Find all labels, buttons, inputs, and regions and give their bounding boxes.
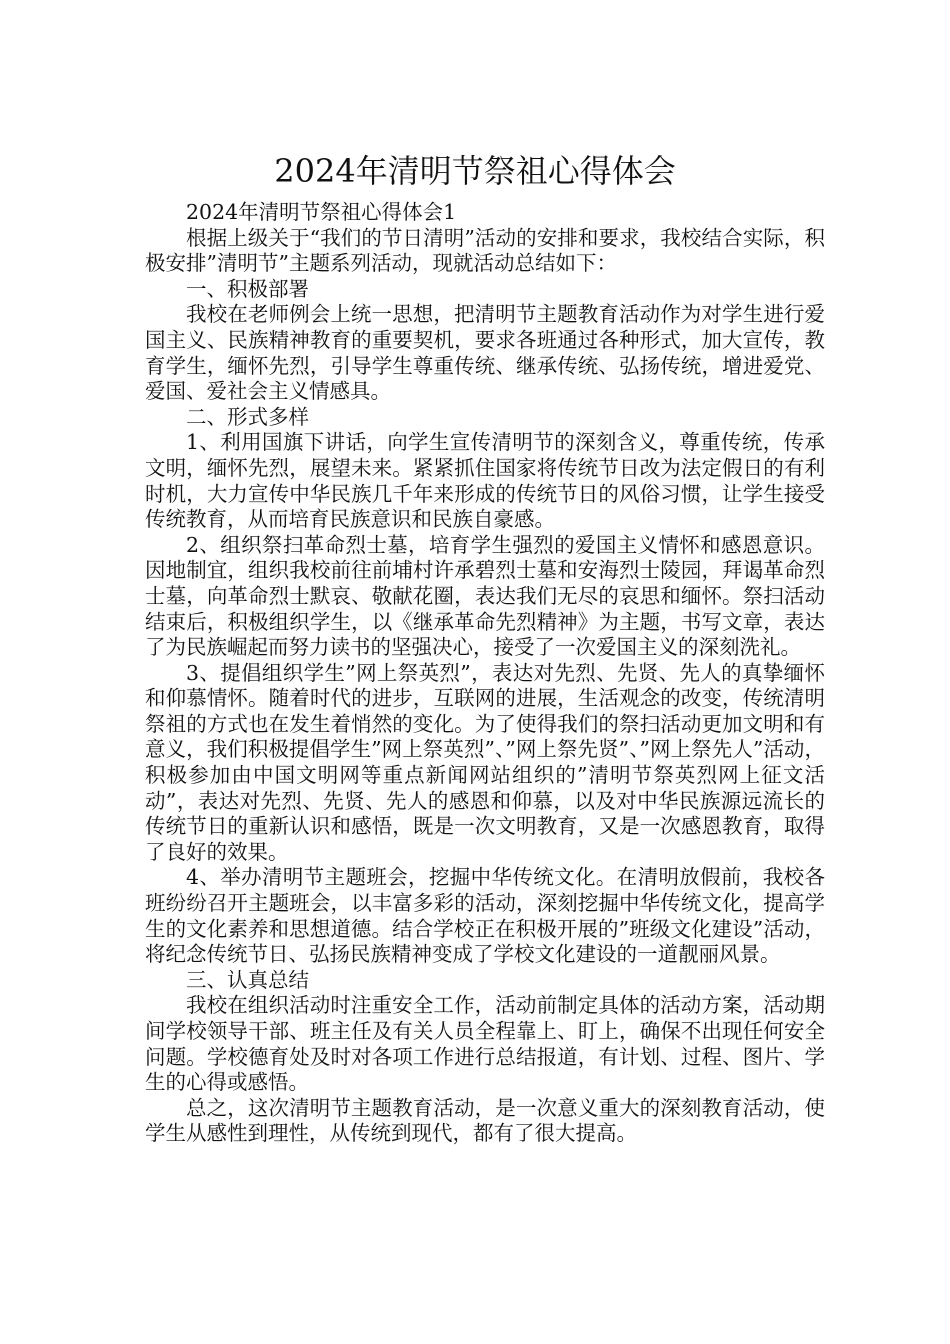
document-title: 2024年清明节祭祖心得体会	[274, 152, 676, 191]
body-paragraph: 我校在老师例会上统一思想，把清明节主题教育活动作为对学生进行爱国主义、民族精神教育的重要契机，要求各班通过各种形式，加大宣传，教育学生，缅怀先烈，引导学生尊重传统、继承传统、弘扬传统，增进爱党、爱国、爱社会主义情感具。	[145, 302, 825, 404]
document-body	[145, 200, 825, 1147]
body-paragraph: 4、举办清明节主题班会，挖掘中华传统文化。在清明放假前，我校各班纷纷召开主题班会，以丰富多彩的活动，深刻挖掘中华传统文化，提高学生的文化素养和思想道德。结合学校正在积极开展的”班级文化建设”活动，将纪念传统节日、弘扬民族精神变成了学校文化建设的一道靓丽风景。	[145, 865, 825, 967]
body-paragraph: 2、组织祭扫革命烈士墓，培育学生强烈的爱国主义情怀和感恩意识。因地制宜，组织我校前往前埔村许承碧烈士墓和安海烈士陵园，拜谒革命烈士墓，向革命烈士默哀、敬献花圈，表达我们无尽的哀思和缅怀。祭扫活动结束后，积极组织学生，以《继承革命先烈精神》为主题，书写文章，表达了为民族崛起而努力读书的坚强决心，接受了一次爱国主义的深刻洗礼。	[145, 532, 825, 660]
body-paragraph: 1、利用国旗下讲话，向学生宣传清明节的深刻含义，尊重传统，传承文明，缅怀先烈，展望未来。紧紧抓住国家将传统节日改为法定假日的有利时机，大力宣传中华民族几千年来形成的传统节日的风俗习惯，让学生接受传统教育，从而培育民族意识和民族自豪感。	[145, 430, 825, 532]
body-paragraph: 我校在组织活动时注重安全工作，活动前制定具体的活动方案，活动期间学校领导干部、班主任及有关人员全程靠上、盯上，确保不出现任何安全问题。学校德育处及时对各项工作进行总结报道，有计划、过程、图片、学生的心得或感悟。	[145, 993, 825, 1095]
section-heading: 二、形式多样	[186, 404, 309, 429]
body-paragraph: 3、提倡组织学生”网上祭英烈”，表达对先烈、先贤、先人的真挚缅怀和仰慕情怀。随着时代的进步，互联网的进展，生活观念的改变，传统清明祭祖的方式也在发生着悄然的变化。为了使得我们的祭扫活动更加文明和有意义，我们积极提倡学生”网上祭英烈”、”网上祭先贤”、”网上祭先人”活动，积极参加由中国文明网等重点新闻网站组织的”清明节祭英烈网上征文活动”，表达对先烈、先贤、先人的感恩和仰慕，以及对中华民族源远流长的传统节日的重新认识和感悟，既是一次文明教育，又是一次感恩教育，取得了良好的效果。	[145, 660, 825, 864]
section-heading: 三、认真总结	[186, 967, 309, 992]
conclusion-paragraph: 总之，这次清明节主题教育活动，是一次意义重大的深刻教育活动，使学生从感性到理性，从传统到现代，都有了很大提高。	[145, 1095, 825, 1146]
intro-paragraph: 根据上级关于“我们的节日清明”活动的安排和要求，我校结合实际，积极安排”清明节”主题系列活动，现就活动总结如下：	[145, 225, 825, 276]
section-heading: 一、积极部署	[186, 276, 309, 301]
section-heading: 2024年清明节祭祖心得体会1	[186, 200, 457, 224]
